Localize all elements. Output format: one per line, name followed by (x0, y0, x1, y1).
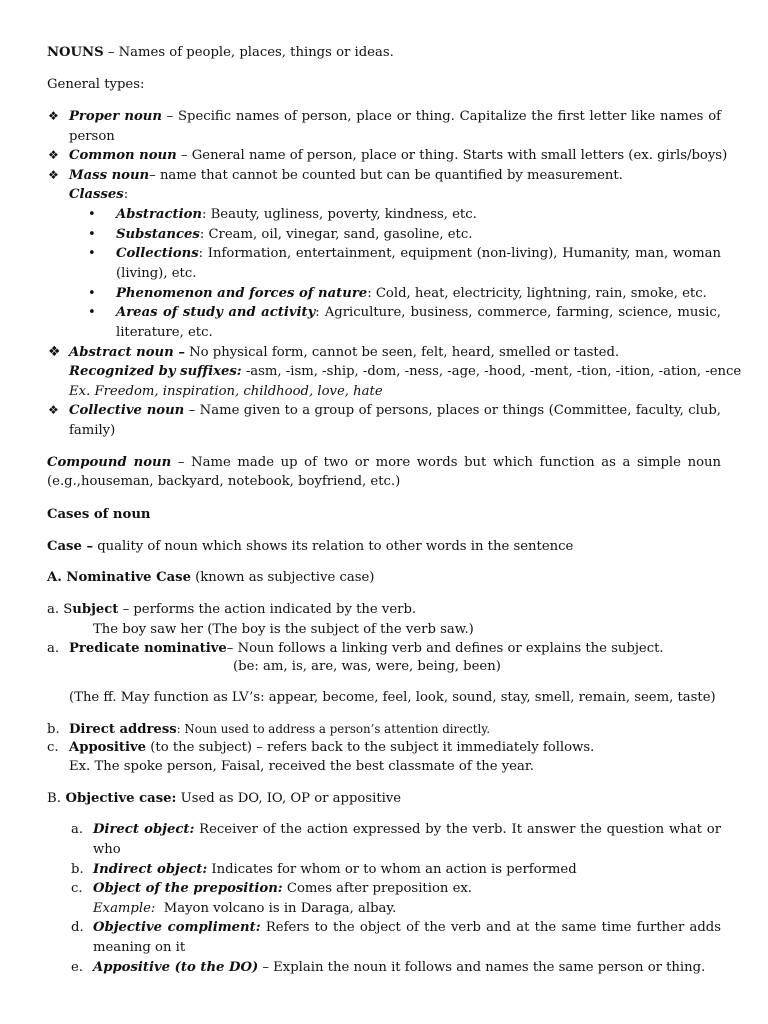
direct-address-line: Direct address: Noun used to address a person’s attention directly. (69, 722, 491, 737)
collective-noun-text: – Name given to a group of persons, places or things (Committee, faculty, club, (184, 403, 721, 418)
be-forms-line: (be: am, is, are, was, were, being, been) (233, 659, 501, 674)
direct-object-line2: who (93, 842, 121, 857)
list-marker: a. (71, 822, 84, 837)
nouns-term: NOUNS (47, 45, 104, 60)
bullet-icon: • (88, 227, 96, 242)
bullet-icon: • (88, 207, 96, 222)
class-item-collections: Collections: Information, entertainment, equipment (non-living), Humanity, man, woman (116, 246, 721, 261)
collective-noun-line2: family) (69, 423, 116, 438)
list-marker: e. (71, 960, 83, 975)
proper-noun-line1 (69, 107, 721, 127)
list-marker: b. (71, 862, 84, 877)
suffixes-text: -asm, -ism, -ship, -dom, -ness, -age, -hood, -ment, -tion, -ition, -ation, -ence (241, 364, 742, 379)
proper-noun-line2: person (69, 129, 115, 144)
proper-noun-term: Proper noun (69, 109, 162, 124)
case-term: Case – (47, 539, 94, 554)
class-item-collections-line2: (living), etc. (116, 266, 197, 281)
linking-verbs-note: (The ff. May function as LV’s: appear, become, feel, look, sound, stay, smell, remain, seem, taste) (69, 690, 716, 705)
list-marker: c. (71, 881, 83, 896)
diamond-bullet-icon: ❖ (48, 168, 59, 182)
nouns-definition (47, 43, 394, 63)
case-definition-text: quality of noun which shows its relation to other words in the sentence (93, 539, 574, 554)
abstract-noun-example: Ex. Freedom, inspiration, childhood, love, hate (69, 384, 383, 399)
general-types-label: General types: (47, 77, 145, 92)
compound-noun-line2: (e.g.,houseman, backyard, notebook, boyfriend, etc.) (47, 474, 401, 489)
proper-noun-text: – Specific names of person, place or thing. Capitalize the first letter like names of (161, 109, 722, 124)
bullet-icon: • (88, 286, 96, 301)
objective-case-heading: B. Objective case: Used as DO, IO, OP or appositive (47, 791, 402, 806)
collective-noun-term: Collective noun (69, 403, 185, 418)
diamond-bullet-icon: ❖ (48, 344, 61, 360)
suffixes-label: Recognized by suffixes: (69, 364, 242, 379)
nominative-case-heading: A. Nominative Case (known as subjective case) (47, 570, 375, 585)
collective-noun-line1 (69, 401, 721, 421)
common-noun-text: – General name of person, place or thing. Starts with small letters (ex. girls/boys) (176, 148, 728, 163)
list-marker: a. (47, 641, 60, 656)
subject-example: The boy saw her (The boy is the subject of the verb saw.) (93, 622, 474, 637)
abstract-noun-text: No physical form, cannot be seen, felt, heard, smelled or tasted. (184, 345, 620, 360)
mass-noun-line (69, 166, 623, 186)
suffixes-line (69, 362, 741, 382)
indirect-object-line: Indirect object: Indicates for whom or to whom an action is performed (93, 862, 577, 877)
list-marker: d. (71, 920, 84, 935)
appositive-subject-line: Appositive (to the subject) – refers back to the subject it immediately follows. (69, 740, 595, 755)
list-marker: c. (47, 740, 59, 755)
nouns-definition-text: – Names of people, places, things or ideas. (103, 45, 394, 60)
case-definition (47, 537, 573, 557)
bullet-icon: • (88, 305, 96, 320)
class-item-areas-of-study-line2: literature, etc. (116, 325, 213, 340)
object-of-preposition-line: Object of the preposition: Comes after preposition ex. (93, 881, 472, 896)
diamond-bullet-icon: ❖ (48, 403, 59, 417)
diamond-bullet-icon: ❖ (48, 109, 59, 123)
common-noun-term: Common noun (69, 148, 177, 163)
class-item-phenomenon: Phenomenon and forces of nature: Cold, heat, electricity, lightning, rain, smoke, etc. (116, 286, 707, 301)
list-marker: b. (47, 722, 60, 737)
diamond-bullet-icon: ❖ (48, 148, 59, 162)
mass-noun-term: Mass noun (69, 168, 150, 183)
object-of-preposition-example: Example: Mayon volcano is in Daraga, albay. (93, 901, 397, 916)
predicate-nominative-line: Predicate nominative– Noun follows a linking verb and defines or explains the subject. (69, 641, 664, 656)
direct-object-line1: Direct object: Receiver of the action expressed by the verb. It answer the question what or (93, 822, 721, 837)
abstract-noun-term: Abstract noun – (69, 345, 185, 360)
class-item-areas-of-study: Areas of study and activity: Agriculture, business, commerce, farming, science, music, (116, 305, 721, 320)
bullet-icon: • (88, 246, 96, 261)
mass-noun-text: – name that cannot be counted but can be quantified by measurement. (149, 168, 623, 183)
appositive-subject-example: Ex. The spoke person, Faisal, received the best classmate of the year. (69, 759, 534, 774)
appositive-do-line: Appositive (to the DO) – Explain the noun it follows and names the same person or thing. (93, 960, 706, 975)
objective-compliment-line1: Objective compliment: Refers to the object of the verb and at the same time further adds (93, 920, 721, 935)
compound-noun-line1 (47, 453, 721, 473)
cases-heading: Cases of noun (47, 507, 151, 522)
class-item-substances: Substances: Cream, oil, vinegar, sand, gasoline, etc. (116, 227, 473, 242)
compound-noun-term: Compound noun (47, 455, 172, 470)
subject-line: a. Subject – performs the action indicated by the verb. (47, 602, 417, 617)
compound-noun-text: – Name made up of two or more words but which function as a simple noun (171, 455, 721, 470)
objective-compliment-line2: meaning on it (93, 940, 186, 955)
class-item-abstraction: Abstraction: Beauty, ugliness, poverty, kindness, etc. (116, 207, 477, 222)
common-noun-line (69, 146, 727, 166)
classes-label: Classes: (69, 187, 129, 202)
abstract-noun-line (69, 343, 619, 363)
